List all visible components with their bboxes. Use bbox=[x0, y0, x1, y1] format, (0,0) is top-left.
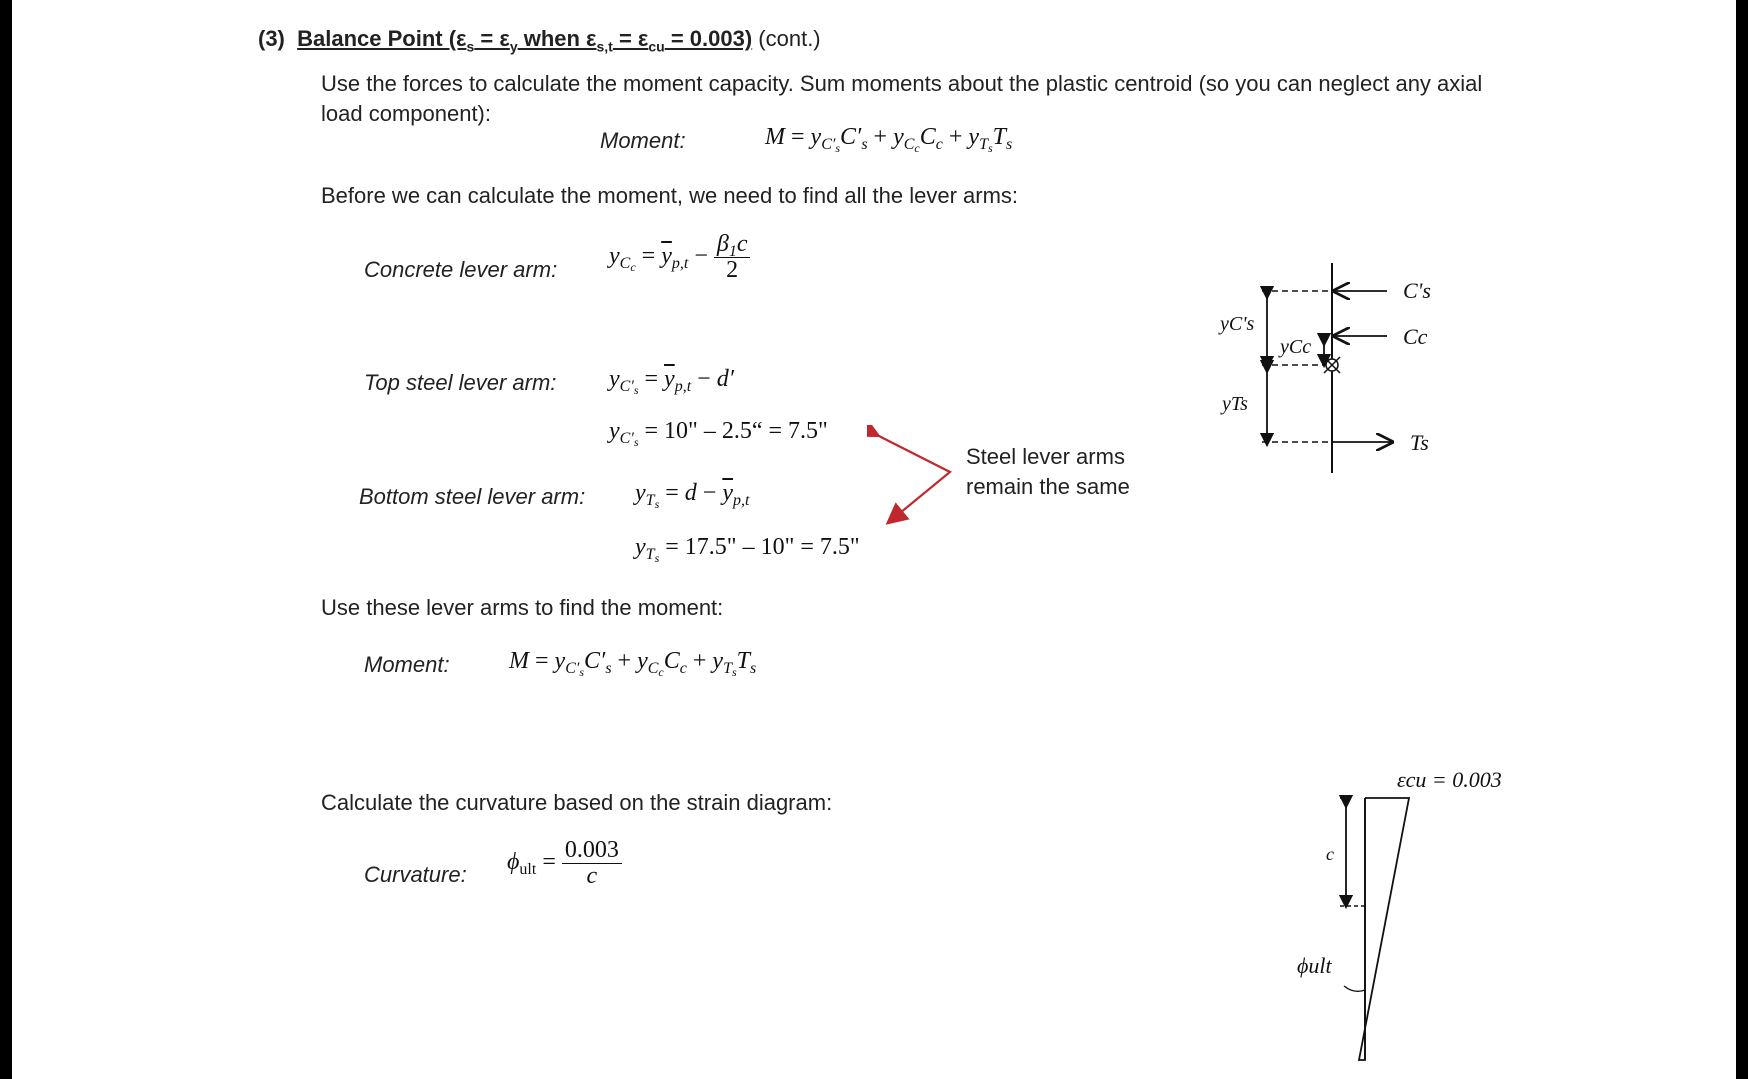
label-y-cc: yCc bbox=[1280, 336, 1312, 358]
concrete-lever-equation: $y_{C_c} = \overline{y}_{p,t}$ − $\frac{\beta_1c}{2}$ bbox=[609, 232, 750, 283]
bottom-steel-lever-value: $y_{T_s} = 17.5$" – 10" = 7.5" bbox=[635, 534, 860, 565]
moment-equation-2: $M = y_{C'_s}C'_s + y_{C_c}C_c + y_{T_s}T_s$ bbox=[509, 648, 757, 679]
lever-intro: Before we can calculate the moment, we need to find all the lever arms: bbox=[321, 183, 1019, 208]
document-page bbox=[12, 0, 1736, 1079]
curvature-equation: $\phi_{ult}$ = $\frac{0.003}{c}$ bbox=[507, 838, 622, 889]
label-cs: C's bbox=[1403, 278, 1431, 303]
note-line-2: remain the same bbox=[966, 474, 1130, 499]
top-steel-lever-equation: $y_{C'_s} = \overline{y}_{p,t} - d'$ bbox=[609, 366, 734, 397]
bottom-steel-lever-equation: $y_{T_s} = d - \overline{y}_{p,t}$ bbox=[635, 480, 750, 511]
note-arrows bbox=[867, 425, 967, 535]
label-ts: Ts bbox=[1410, 430, 1429, 455]
bottom-steel-lever-label: Bottom steel lever arm: bbox=[359, 484, 586, 509]
moment-label: Moment: bbox=[600, 128, 686, 153]
note-line-1: Steel lever arms bbox=[966, 444, 1125, 469]
moment-label-2: Moment: bbox=[364, 652, 450, 677]
strain-diagram bbox=[1272, 760, 1542, 1070]
curvature-label: Curvature: bbox=[364, 862, 467, 887]
concrete-lever-label: Concrete lever arm: bbox=[364, 257, 558, 282]
label-phi-ult: ϕult bbox=[1297, 953, 1332, 978]
label-ecu: εcu = 0.003 bbox=[1397, 767, 1502, 792]
force-diagram bbox=[1192, 255, 1452, 490]
moment-equation: $M = y_{C'_s}C'_s + y_{C_c}C_c + y_{T_s}T_s$ bbox=[765, 124, 1013, 155]
label-y-cs: yC's bbox=[1220, 313, 1255, 335]
use-levers-text: Use these lever arms to find the moment: bbox=[321, 595, 724, 620]
label-cc: Cc bbox=[1403, 324, 1428, 349]
top-steel-lever-label: Top steel lever arm: bbox=[364, 370, 557, 395]
intro-paragraph: Use the forces to calculate the moment capacity. Sum moments about the plastic centroid (so you can neglect any axial load component): bbox=[321, 71, 1483, 126]
heading-suffix: (cont.) bbox=[758, 26, 821, 51]
plastic-centroid-icon bbox=[1324, 357, 1340, 373]
label-c: c bbox=[1326, 844, 1334, 864]
section-heading: (3) Balance Point ($\varepsilon_s = \varepsilon_y$ when $\varepsilon_{s,t} = \varepsilon_{cu} = 0.003$) (cont.) bbox=[258, 26, 821, 55]
label-y-ts: yTs bbox=[1222, 393, 1248, 415]
top-steel-lever-value: $y_{C'_s} = 10$" – 2.5“ = 7.5" bbox=[609, 418, 828, 449]
curvature-intro: Calculate the curvature based on the strain diagram: bbox=[321, 790, 833, 815]
